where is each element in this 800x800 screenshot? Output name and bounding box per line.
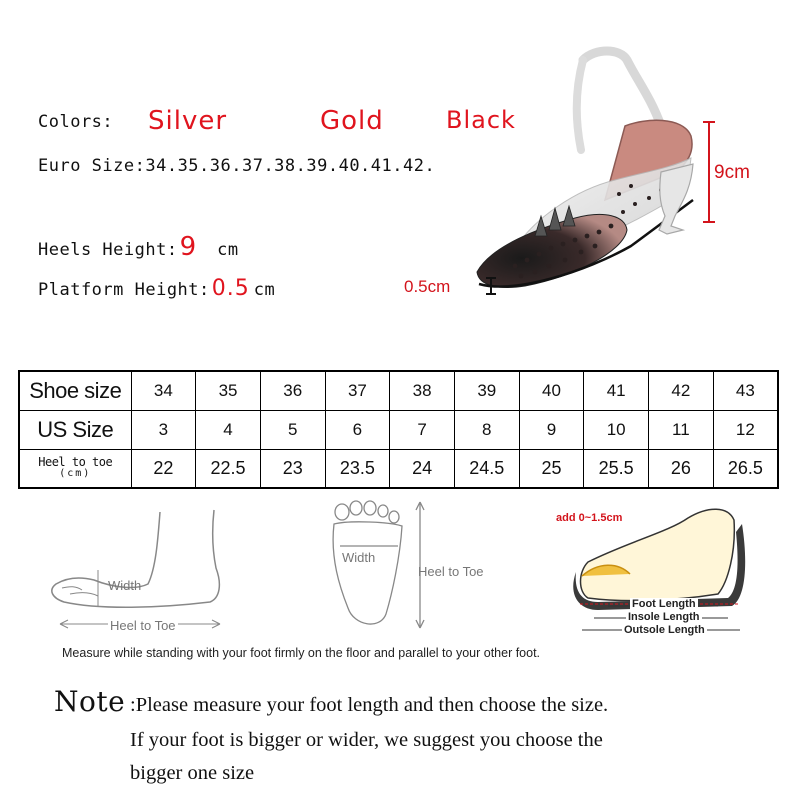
table-cell: 3 <box>131 410 196 449</box>
color-option-silver: Silver <box>148 106 228 136</box>
heels-height-value: 9 <box>179 232 198 262</box>
size-chart-table <box>18 370 779 489</box>
colors-label: Colors: <box>38 112 114 132</box>
color-option-black: Black <box>446 106 516 134</box>
table-cell: 5 <box>260 410 325 449</box>
table-cell: 26.5 <box>713 449 778 488</box>
table-cell: 10 <box>584 410 649 449</box>
table-cell: 26 <box>649 449 714 488</box>
row-header-us-size: US Size <box>19 410 131 449</box>
table-cell: 40 <box>519 371 584 410</box>
add-length-label: add 0~1.5cm <box>556 512 623 524</box>
table-cell: 4 <box>196 410 261 449</box>
row-header-shoe-size: Shoe size <box>19 371 131 410</box>
platform-height-value: 0.5 <box>211 276 250 301</box>
table-cell: 22 <box>131 449 196 488</box>
table-cell: 8 <box>454 410 519 449</box>
euro-size-spec <box>38 156 435 176</box>
table-cell: 6 <box>325 410 390 449</box>
platform-height-unit: cm <box>253 280 276 300</box>
heels-height-unit: cm <box>217 240 239 260</box>
table-cell: 23.5 <box>325 449 390 488</box>
note-line-1: :Please measure your foot length and then choose the size. <box>130 694 609 716</box>
table-cell: 25.5 <box>584 449 649 488</box>
top-width-label: Width <box>342 550 376 565</box>
heel-to-toe-unit: (cm) <box>59 468 92 480</box>
table-cell: 12 <box>713 410 778 449</box>
table-cell: 23 <box>260 449 325 488</box>
table-row-us-size <box>19 410 778 449</box>
table-row-heel-to-toe <box>19 449 778 488</box>
table-cell: 24 <box>390 449 455 488</box>
foot-length-label: Foot Length <box>632 598 696 610</box>
table-cell: 37 <box>325 371 390 410</box>
side-width-label: Width <box>108 578 142 593</box>
table-cell: 42 <box>649 371 714 410</box>
heel-to-toe-label: Heel to toe <box>38 455 113 470</box>
insole-length-label: Insole Length <box>628 611 700 623</box>
table-cell: 35 <box>196 371 261 410</box>
platform-height-spec <box>38 276 275 301</box>
platform-height-label: Platform Height: <box>38 280 210 300</box>
note-heading <box>54 685 125 718</box>
shoe-illustration <box>455 40 755 310</box>
side-foot-diagram <box>40 498 240 638</box>
table-cell: 24.5 <box>454 449 519 488</box>
heel-height-dimension: 9cm <box>714 162 750 183</box>
row-header-heel-to-toe <box>19 449 131 488</box>
top-heel-to-toe-label: Heel to Toe <box>418 564 484 579</box>
table-cell: 36 <box>260 371 325 410</box>
color-option-gold: Gold <box>320 106 384 136</box>
note-line-3: bigger one size <box>130 762 255 784</box>
table-cell: 39 <box>454 371 519 410</box>
heels-height-spec <box>38 232 239 262</box>
platform-height-dimension: 0.5cm <box>404 277 451 296</box>
table-cell: 38 <box>390 371 455 410</box>
side-heel-to-toe-label: Heel to Toe <box>110 618 176 633</box>
note-line-2: If your foot is bigger or wider, we suggest you choose the <box>130 729 603 751</box>
euro-size-values: 34.35.36.37.38.39.40.41.42. <box>145 156 436 176</box>
table-cell: 41 <box>584 371 649 410</box>
table-cell: 22.5 <box>196 449 261 488</box>
table-cell: 11 <box>649 410 714 449</box>
table-row-shoe-size <box>19 371 778 410</box>
measure-instruction: Measure while standing with your foot firmly on the floor and parallel to your other foot. <box>62 646 541 660</box>
note-word: Note <box>54 685 126 718</box>
table-cell: 43 <box>713 371 778 410</box>
table-cell: 9 <box>519 410 584 449</box>
euro-size-label: Euro Size: <box>38 156 146 176</box>
table-cell: 25 <box>519 449 584 488</box>
foot-measurement-diagrams <box>40 498 760 648</box>
heels-height-label: Heels Height: <box>38 240 178 260</box>
colors-spec <box>38 106 516 136</box>
table-cell: 34 <box>131 371 196 410</box>
table-cell: 7 <box>390 410 455 449</box>
outsole-length-label: Outsole Length <box>624 624 705 636</box>
